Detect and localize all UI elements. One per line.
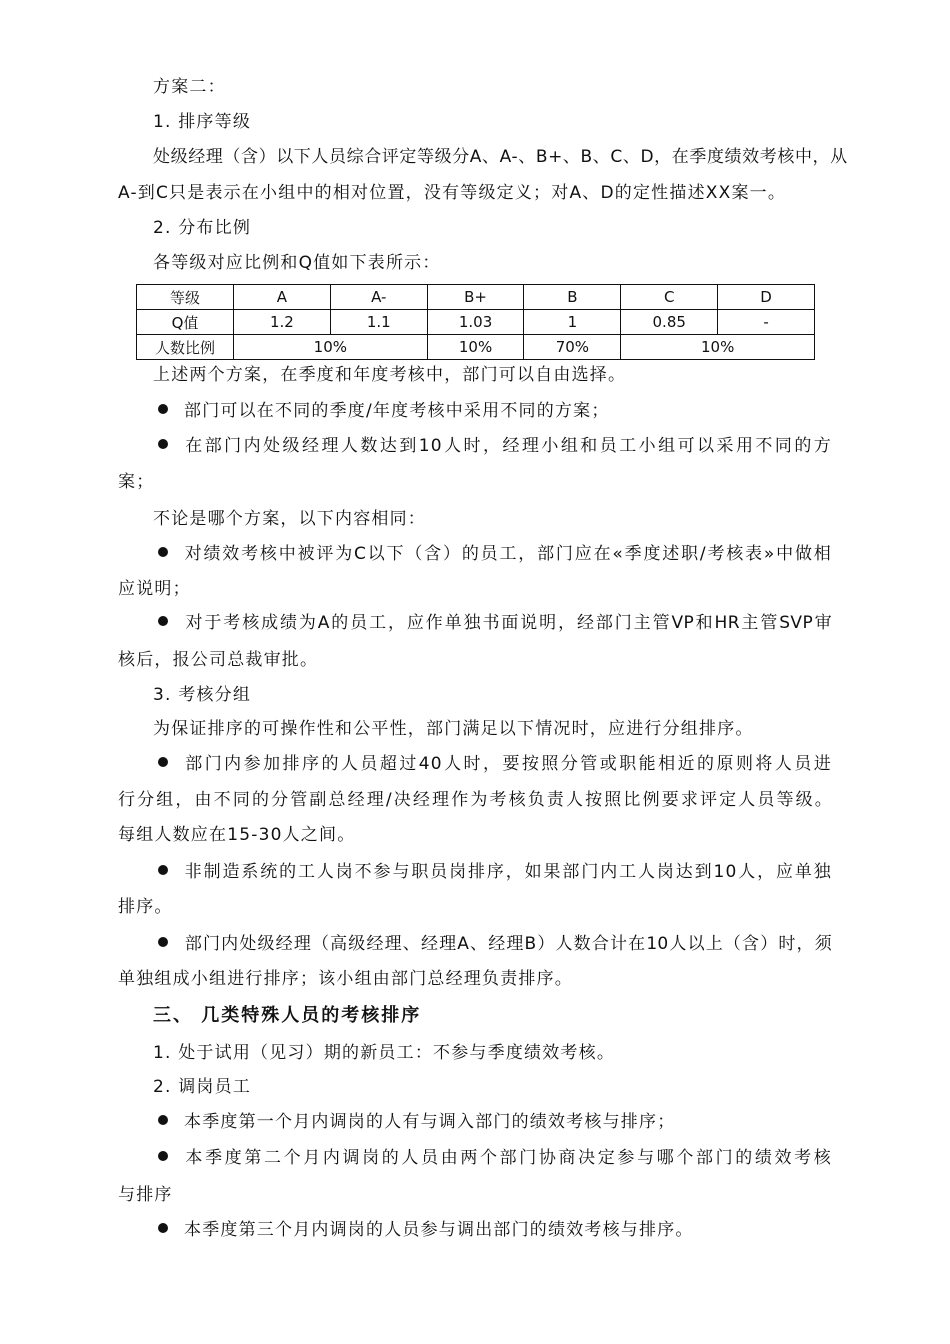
table-cell: 10% xyxy=(621,335,815,360)
sec1-paragraph-line1: 处级经理（含）以下人员综合评定等级分A、A-、B+、B、C、D，在季度绩效考核中，从 xyxy=(153,147,848,167)
special-item-2: 2. 调岗员工 xyxy=(153,1077,252,1097)
sec2-intro: 各等级对应比例和Q值如下表所示： xyxy=(153,253,441,273)
table-cell: A xyxy=(234,285,331,310)
table-cell: 1 xyxy=(524,310,621,335)
bullet-item: 本季度第一个月内调岗的人有与调入部门的绩效考核与排序； xyxy=(158,1111,675,1133)
bullet-icon xyxy=(158,1151,168,1161)
bullet-continuation: 核后，报公司总裁审批。 xyxy=(118,650,319,670)
bullet-icon xyxy=(158,547,168,557)
special-item-1: 1. 处于试用（见习）期的新员工：不参与季度绩效考核。 xyxy=(153,1043,616,1063)
bullet-icon xyxy=(158,1223,168,1233)
bullet-icon xyxy=(158,937,168,947)
table-cell: A- xyxy=(330,285,427,310)
sec1-paragraph-line2: A-到C只是表示在小组中的相对位置，没有等级定义；对A、D的定性描述XX案一。 xyxy=(118,183,787,203)
grade-table xyxy=(136,284,815,360)
bullet-continuation: 排序。 xyxy=(118,897,173,917)
bullet-item: 本季度第二个月内调岗的人员由两个部门协商决定参与哪个部门的绩效考核 xyxy=(158,1147,832,1169)
table-row-ratio xyxy=(137,335,815,360)
bullet-icon xyxy=(158,404,168,414)
bullet-icon xyxy=(158,616,168,626)
bullet-icon xyxy=(158,757,168,767)
table-cell: C xyxy=(621,285,718,310)
sec1-title: 1. 排序等级 xyxy=(153,112,252,132)
table-cell: B xyxy=(524,285,621,310)
bullet-item: 在部门内处级经理人数达到10人时，经理小组和员工小组可以采用不同的方 xyxy=(158,435,832,457)
bullet-icon xyxy=(158,1115,168,1125)
table-cell: - xyxy=(718,310,815,335)
table-cell: B+ xyxy=(427,285,524,310)
table-cell: 0.85 xyxy=(621,310,718,335)
table-cell: 1.1 xyxy=(330,310,427,335)
table-cell: 10% xyxy=(234,335,428,360)
bullet-continuation: 与排序 xyxy=(118,1185,173,1205)
bullet-continuation: 行分组，由不同的分管副总经理/决经理作为考核负责人按照比例要求评定人员等级。 xyxy=(118,790,832,810)
bullet-item: 部门可以在不同的季度/年度考核中采用不同的方案； xyxy=(158,400,610,422)
common-intro: 不论是哪个方案，以下内容相同： xyxy=(153,509,426,529)
bullet-item: 对于考核成绩为A的员工，应作单独书面说明，经部门主管VP和HR主管SVP审 xyxy=(158,612,832,634)
sec3-intro: 为保证排序的可操作性和公平性，部门满足以下情况时，应进行分组排序。 xyxy=(153,719,754,739)
bullet-continuation: 应说明； xyxy=(118,579,191,599)
table-cell: 人数比例 xyxy=(137,335,234,360)
table-cell: Q值 xyxy=(137,310,234,335)
table-cell: 1.03 xyxy=(427,310,524,335)
bullet-icon xyxy=(158,865,168,875)
table-cell: 等级 xyxy=(137,285,234,310)
table-row-q xyxy=(137,310,815,335)
bullet-icon xyxy=(158,439,168,449)
bullet-continuation: 案； xyxy=(118,472,155,492)
table-cell: 1.2 xyxy=(234,310,331,335)
sec2-title: 2. 分布比例 xyxy=(153,218,252,238)
bullet-continuation: 每组人数应在15-30人之间。 xyxy=(118,825,356,845)
table-cell: 70% xyxy=(524,335,621,360)
bullet-item: 本季度第三个月内调岗的人员参与调出部门的绩效考核与排序。 xyxy=(158,1219,694,1241)
bullet-continuation: 单独组成小组进行排序；该小组由部门总经理负责排序。 xyxy=(118,969,573,989)
bullet-item: 部门内处级经理（高级经理、经理A、经理B）人数合计在10人以上（含）时，须 xyxy=(158,933,832,955)
bullet-item: 对绩效考核中被评为C以下（含）的员工，部门应在«季度述职/考核表»中做相 xyxy=(158,543,832,565)
after-table-text: 上述两个方案，在季度和年度考核中，部门可以自由选择。 xyxy=(153,365,627,385)
bullet-item: 部门内参加排序的人员超过40人时，要按照分管或职能相近的原则将人员进 xyxy=(158,753,832,775)
section-heading: 三、 几类特殊人员的考核排序 xyxy=(153,1005,422,1026)
table-cell: 10% xyxy=(427,335,524,360)
plan2-title: 方案二： xyxy=(153,77,226,97)
bullet-item: 非制造系统的工人岗不参与职员岗排序，如果部门内工人岗达到10人，应单独 xyxy=(158,861,832,883)
sec3-title: 3. 考核分组 xyxy=(153,685,252,705)
table-row-header xyxy=(137,285,815,310)
table-cell: D xyxy=(718,285,815,310)
